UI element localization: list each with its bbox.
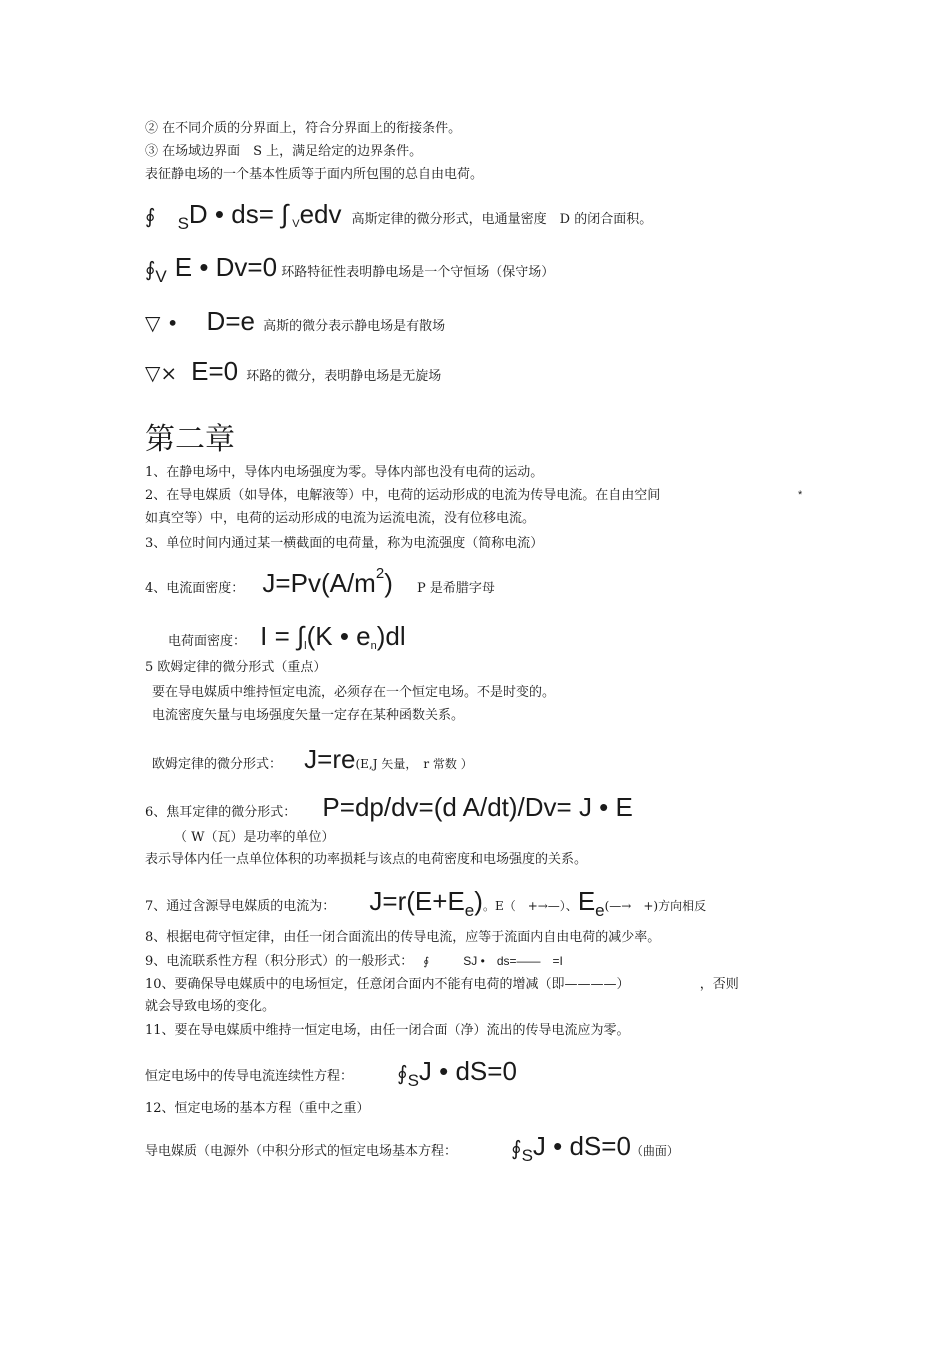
intro-line-3: 表征静电场的一个基本性质等于面内所包围的总自由电荷。 [145,167,484,182]
item-2-line-1: 2、在导电媒质（如导体，电解液等）中，电荷的运动形成的电流为传导电流。在自由空间 [145,488,661,503]
item-6-line-b: 表示导体内任一点单位体积的功率损耗与该点的电荷密度和电场强度的关系。 [145,852,588,867]
intro-line-2: ③ 在场域边界面 S 上，满足给定的边界条件。 [145,144,423,159]
contour-integral-symbol: ∮ [397,1061,408,1085]
item-4-charge-density: 电荷面密度： $I = \int_l(K$ • $e_n)dl$ [168,621,406,652]
equation-loop-integral: ∮V E • Dv=0 环路特征性表明静电场是一个守恒场（保守场） [145,252,555,286]
joule-law-equation: 6、焦耳定律的微分形式： P=dp/dv=(d A/dt)/Dv= J • E [145,792,633,822]
continuity-equation: 恒定电场中的传导电流连续性方程： ∮SJ • dS=0 [145,1056,517,1090]
item-10-line-2: 就会导致电场的变化。 [145,999,276,1014]
nabla-symbol: ▽ • [145,311,179,335]
item-5-line-a: 要在导电媒质中维持恒定电流，必须存在一个恒定电场。不是时变的。 [152,685,556,700]
item-12: 12、恒定电场的基本方程（重中之重） [145,1101,370,1116]
equation-divergence: ▽ • D=e 高斯的微分表示静电场是有散场 [145,306,446,336]
item-11: 11、要在导电媒质中维持一恒定电场，由任一闭合面（净）流出的传导电流应为零。 [145,1023,630,1038]
item-2-line-2: 如真空等）中，电荷的运动形成的电流为运流电流，没有位移电流。 [145,511,536,526]
item-10-line-1: 10、要确保导电媒质中的电场恒定，任意闭合面内不能有电荷的增减（即————） ，否则 [145,977,739,992]
item-8: 8、根据电荷守恒定律，由任一闭合面流出的传导电流，应等于流面内自由电荷的减少率。 [145,930,661,945]
item-6-line-a: （ W（瓦）是功率的单位） [174,830,335,845]
equation-gauss-integral: ∮ SD • ds= ∫ $_V$edv 高斯定律的微分形式，电通量密度 D 的闭合面积。 [145,199,653,233]
footnote-star: * [798,489,803,501]
item-4-current-density: 4、电流面密度： J=Pv(A/m2) P 是希腊字母 [145,565,495,598]
equation-curl: ▽× E=0 环路的微分，表明静电场是无旋场 [145,356,442,386]
intro-line-1: ② 在不同介质的分界面上，符合分界面上的衔接条件。 [145,121,462,136]
nabla-symbol: ▽× [145,361,178,385]
contour-integral-symbol: ∮ [145,257,156,281]
source-current-equation: 7、通过含源导电媒质的电流为： J=r(E+Ee)。E（ +→—）、Ee(—→ +)方向相反 [145,886,707,920]
steady-field-equation: 导电媒质（电源外（中积分形式的恒定电场基本方程： ∮SJ • dS=0（曲面） [145,1131,679,1165]
item-9: 9、电流联系性方程（积分形式）的一般形式： ∮ SJ • ds=—— =I [145,954,563,969]
item-3: 3、单位时间内通过某一横截面的电荷量，称为电流强度（简称电流） [145,536,544,551]
contour-integral-symbol: ∮ [511,1136,522,1160]
ohm-law-equation: 欧姆定律的微分形式： J=re(E,J 矢量， r 常数 ） [152,744,473,774]
chapter-heading: 第二章 [145,422,235,457]
item-1: 1、在静电场中，导体内电场强度为零。导体内部也没有电荷的运动。 [145,465,544,480]
contour-integral-symbol: ∮ [145,204,156,228]
item-5-heading: 5 欧姆定律的微分形式（重点） [145,660,327,675]
item-5-line-b: 电流密度矢量与电场强度矢量一定存在某种函数关系。 [152,708,465,723]
